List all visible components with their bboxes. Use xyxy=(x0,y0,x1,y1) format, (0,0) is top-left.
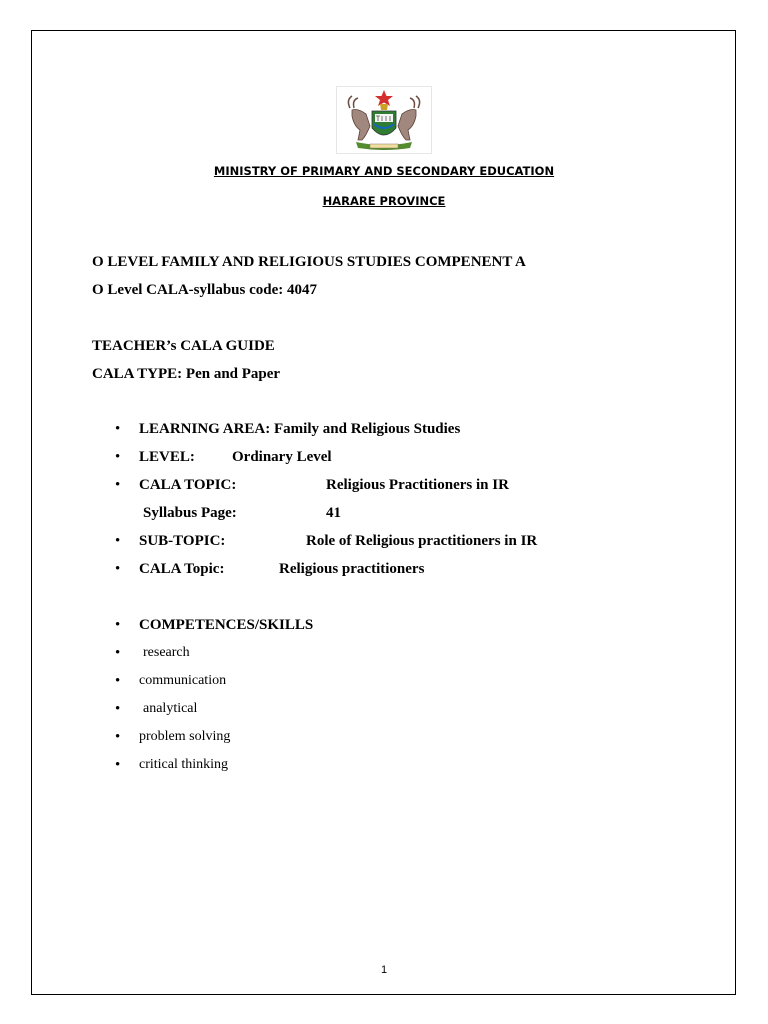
competence-label: critical thinking xyxy=(139,757,229,772)
bullet-icon: • xyxy=(115,673,121,689)
province-heading: HARARE PROVINCE xyxy=(322,194,446,208)
competence-label: problem solving xyxy=(139,729,231,744)
cala-type: CALA TYPE: Pen and Paper xyxy=(92,366,281,382)
bullet-icon: • xyxy=(115,477,121,493)
ministry-heading: MINISTRY OF PRIMARY AND SECONDARY EDUCATION xyxy=(213,164,555,178)
competence-label: communication xyxy=(139,673,227,688)
detail-value: 41 xyxy=(326,505,341,521)
bullet-icon: • xyxy=(115,421,121,437)
syllabus-code: O Level CALA-syllabus code: 4047 xyxy=(92,282,317,298)
detail-value: Religious practitioners xyxy=(279,561,425,577)
detail-label: LEVEL: xyxy=(139,449,195,465)
subject-title: O LEVEL FAMILY AND RELIGIOUS STUDIES COMPENENT A xyxy=(92,254,526,270)
detail-label: Syllabus Page: xyxy=(143,505,237,521)
detail-value: Religious Practitioners in IR xyxy=(326,477,509,493)
bullet-icon: • xyxy=(115,449,121,465)
bullet-icon: • xyxy=(115,533,121,549)
detail-label: CALA Topic: xyxy=(139,561,225,577)
detail-value: Role of Religious practitioners in IR xyxy=(306,533,538,549)
detail-value: Ordinary Level xyxy=(232,449,332,465)
bullet-icon: • xyxy=(115,561,121,577)
competence-label: research xyxy=(143,645,190,660)
competences-heading: COMPETENCES/SKILLS xyxy=(139,617,314,633)
competence-label: analytical xyxy=(143,701,198,716)
detail-label: CALA TOPIC: xyxy=(139,477,237,493)
detail-label: LEARNING AREA: Family and Religious Studies xyxy=(139,421,461,437)
coat-of-arms-emblem xyxy=(336,86,432,154)
bullet-icon: • xyxy=(115,757,121,773)
bullet-icon: • xyxy=(115,617,121,633)
bullet-icon: • xyxy=(115,701,121,717)
bullet-icon: • xyxy=(115,645,121,661)
bullet-icon: • xyxy=(115,729,121,745)
detail-label: SUB-TOPIC: xyxy=(139,533,226,549)
guide-title: TEACHER’s CALA GUIDE xyxy=(92,338,275,354)
page-number: 1 xyxy=(380,964,388,976)
